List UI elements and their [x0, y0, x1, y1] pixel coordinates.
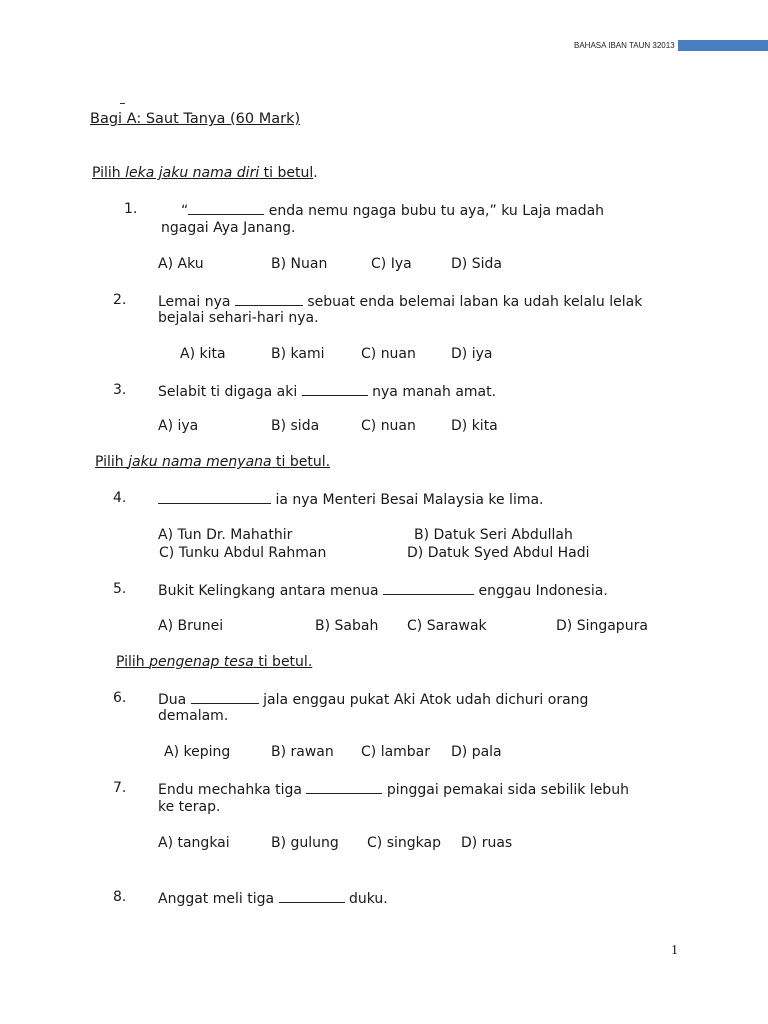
option-c: C) Sarawak — [407, 618, 487, 634]
question-text: “ enda nemu ngaga bubu tu aya,” ku Laja madah — [181, 203, 605, 219]
header-title: BAHASA IBAN TAUN 32013 — [574, 41, 675, 50]
question-number: 6. — [113, 690, 127, 706]
question-number: 4. — [113, 490, 127, 506]
option-a: A) kita — [180, 346, 226, 362]
question-text: ia nya Menteri Besai Malaysia ke lima. — [158, 490, 544, 508]
instruction-3: Pilih pengenap tesa ti betul. — [116, 654, 313, 670]
question-text: Anggat meli tiga duku. — [158, 891, 388, 907]
question-text: Bukit Kelingkang antara menua enggau Indonesia. — [158, 583, 608, 599]
question-text: Dua jala enggau pukat Aki Atok udah dichuri orang — [158, 692, 589, 708]
option-b: B) Nuan — [271, 256, 328, 272]
answer-blank — [188, 201, 264, 215]
instruction-1: Pilih leka jaku nama diri ti betul. — [92, 165, 318, 181]
answer-blank — [302, 382, 368, 396]
answer-blank — [158, 490, 271, 504]
option-a: A) Brunei — [158, 618, 224, 634]
section-title: Bagi A: Saut Tanya (60 Mark) — [90, 111, 301, 127]
option-a: A) Aku — [158, 256, 204, 272]
option-b: B) Sabah — [315, 618, 379, 634]
option-d: D) pala — [451, 744, 502, 760]
option-c: C) nuan — [361, 418, 416, 434]
question-text-line2: ngagai Aya Janang. — [161, 220, 296, 236]
option-c: C) Tunku Abdul Rahman — [159, 545, 327, 561]
option-d: D) Sida — [451, 256, 502, 272]
option-a: A) keping — [164, 744, 231, 760]
answer-blank — [279, 889, 345, 903]
question-text-line2: ke terap. — [158, 799, 221, 815]
page-number: 1 — [671, 943, 678, 958]
option-b: B) rawan — [271, 744, 334, 760]
question-number: 1. — [124, 201, 138, 217]
answer-blank — [383, 581, 474, 595]
option-a: A) tangkai — [158, 835, 230, 851]
option-c: C) Iya — [371, 256, 412, 272]
option-d: D) kita — [451, 418, 498, 434]
answer-blank — [235, 292, 303, 306]
option-d: D) ruas — [461, 835, 513, 851]
question-text-line2: bejalai sehari-hari nya. — [158, 310, 319, 326]
question-number: 7. — [113, 780, 127, 796]
option-a: A) iya — [158, 418, 199, 434]
question-number: 8. — [113, 889, 127, 905]
option-b: B) Datuk Seri Abdullah — [414, 527, 573, 543]
answer-blank — [191, 690, 259, 704]
answer-blank — [306, 780, 382, 794]
instruction-2: Pilih jaku nama menyana ti betul. — [95, 454, 331, 470]
question-text: Selabit ti digaga aki nya manah amat. — [158, 384, 497, 400]
option-b: B) gulung — [271, 835, 339, 851]
question-text: Endu mechahka tiga pinggai pemakai sida sebilik lebuh — [158, 782, 629, 798]
option-d: D) Singapura — [556, 618, 648, 634]
question-number: 2. — [113, 292, 127, 308]
question-text-line2: demalam. — [158, 708, 229, 724]
question-number: 3. — [113, 382, 127, 398]
header-accent-bar — [678, 40, 768, 51]
stray-mark — [120, 103, 125, 104]
option-a: A) Tun Dr. Mahathir — [158, 527, 293, 543]
option-c: C) lambar — [361, 744, 431, 760]
option-d: D) Datuk Syed Abdul Hadi — [407, 545, 590, 561]
option-b: B) kami — [271, 346, 325, 362]
option-c: C) singkap — [367, 835, 441, 851]
option-b: B) sida — [271, 418, 320, 434]
option-c: C) nuan — [361, 346, 416, 362]
question-text: Lemai nya sebuat enda belemai laban ka udah kelalu lelak — [158, 294, 643, 310]
option-d: D) iya — [451, 346, 493, 362]
question-number: 5. — [113, 581, 127, 597]
